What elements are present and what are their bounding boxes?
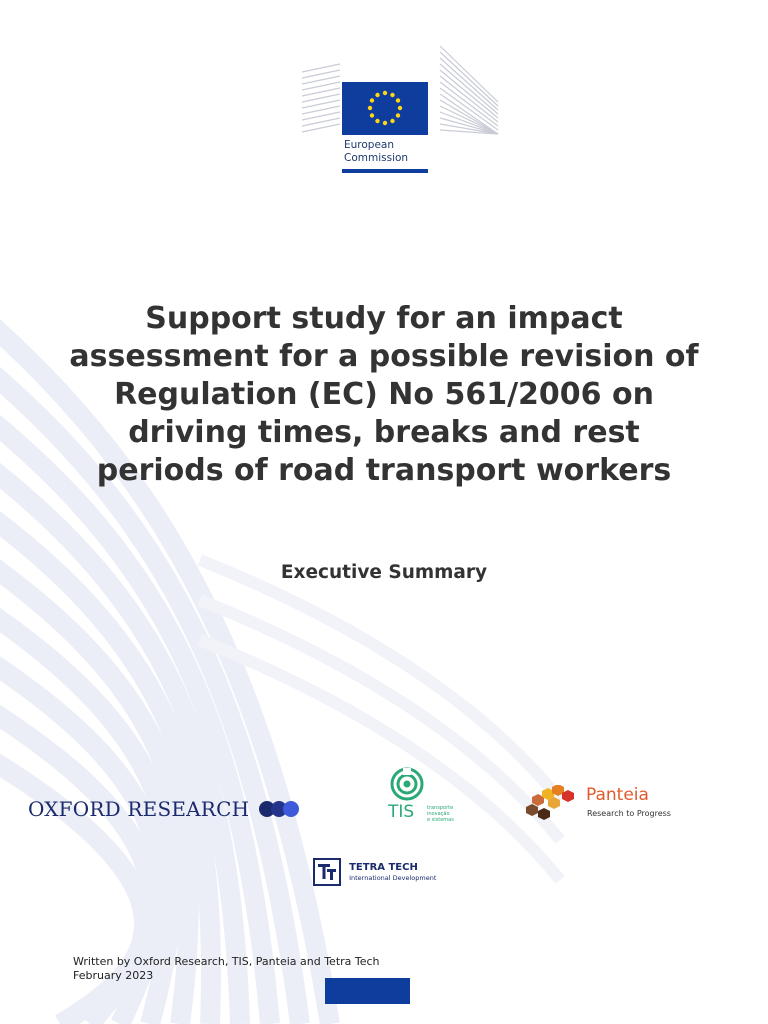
footer-written-by: Written by Oxford Research, TIS, Panteia and Tetra Tech bbox=[73, 955, 380, 968]
document-subtitle: Executive Summary bbox=[280, 562, 488, 583]
tis-name: TIS bbox=[388, 802, 415, 822]
tetra-tech-text bbox=[349, 862, 436, 883]
oxford-research-name: OXFORD RESEARCH bbox=[28, 797, 250, 821]
tetra-tech-logo bbox=[313, 858, 436, 886]
tis-subtext-3: e sistemas bbox=[427, 817, 454, 823]
oxford-dots-icon bbox=[258, 800, 300, 818]
ec-label-line1: European bbox=[344, 139, 395, 151]
tis-subtext bbox=[427, 805, 454, 823]
footer-date: February 2023 bbox=[73, 969, 154, 982]
tis-subtext-2: inovação bbox=[427, 811, 450, 817]
oxford-research-logo bbox=[28, 797, 300, 821]
panteia-name: Panteia bbox=[586, 785, 649, 805]
tetra-tech-name: TETRA TECH bbox=[349, 861, 418, 873]
ec-logo-label bbox=[344, 139, 408, 165]
panteia-hexagon-icon bbox=[522, 785, 586, 825]
tetra-tech-subtitle: International Development bbox=[349, 873, 437, 882]
document-title: Support study for an impact assessment for a possible revision of Regulation (EC) No 561/2006 on driving times, breaks and rest periods of road transport workers bbox=[69, 301, 699, 488]
panteia-tagline: Research to Progress bbox=[587, 809, 671, 818]
eu-flag-bar bbox=[325, 978, 410, 1004]
tis-subtext-1: transporte bbox=[427, 805, 454, 811]
ec-label-line2: Commission bbox=[344, 152, 409, 164]
tetra-tech-icon bbox=[313, 858, 341, 886]
